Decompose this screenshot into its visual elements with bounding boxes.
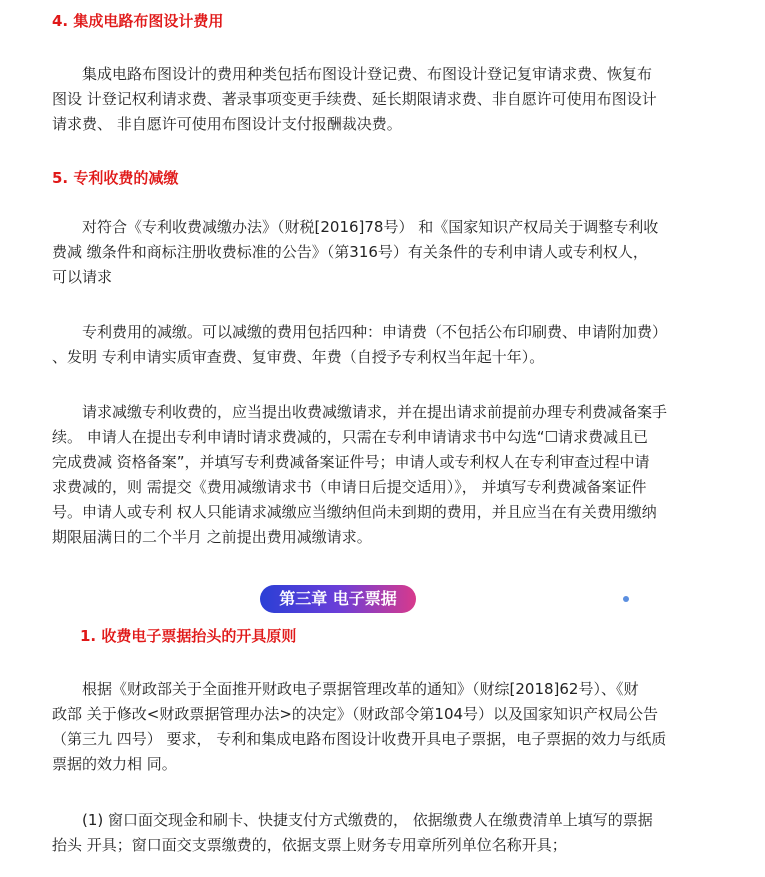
paragraph-line: 请求减缴专利收费的，应当提出收费减缴请求，并在提出请求前提前办理专利费减备案手 bbox=[52, 403, 668, 421]
paragraph-line: 抬头 开具；窗口面交支票缴费的，依据支票上财务专用章所列单位名称开具； bbox=[52, 836, 567, 854]
paragraph-line: 票据的效力相 同。 bbox=[52, 755, 177, 773]
paragraph-line: 续。 申请人在提出专利申请时请求费减的，只需在专利申请请求书中勾选“☐请求费减且已 bbox=[52, 428, 648, 446]
section-5-paragraph-3 bbox=[52, 400, 727, 550]
paragraph-line: 集成电路布图设计的费用种类包括布图设计登记费、布图设计登记复审请求费、恢复布 bbox=[52, 65, 653, 83]
section-4-paragraph bbox=[52, 62, 727, 137]
section-3-1-heading: 1. 收费电子票据抬头的开具原则 bbox=[80, 627, 297, 645]
paragraph-line: 费减 缴条件和商标注册收费标准的公告》（第316号）有关条件的专利申请人或专利权人， bbox=[52, 243, 648, 261]
section-5-paragraph-2 bbox=[52, 320, 727, 370]
paragraph-line: （第三九 四号） 要求， 专利和集成电路布图设计收费开具电子票据，电子票据的效力与纸质 bbox=[52, 730, 667, 748]
chapter-3-badge: 第三章 电子票据 bbox=[260, 585, 416, 613]
paragraph-line: 期限届满日的二个半月 之前提出费用减缴请求。 bbox=[52, 528, 372, 546]
paragraph-line: 请求费、 非自愿许可使用布图设计支付报酬裁决费。 bbox=[52, 115, 402, 133]
paragraph-line: 号。申请人或专利 权人只能请求减缴应当缴纳但尚未到期的费用，并且应当在有关费用缴纳 bbox=[52, 503, 657, 521]
paragraph-line: 图设 计登记权利请求费、著录事项变更手续费、延长期限请求费、非自愿许可使用布图设计 bbox=[52, 90, 657, 108]
paragraph-line: 求费减的，则 需提交《费用减缴请求书（申请日后提交适用）》， 并填写专利费减备案证件 bbox=[52, 478, 647, 496]
section-3-1-paragraph-1 bbox=[52, 677, 727, 777]
section-3-1-paragraph-2 bbox=[52, 808, 727, 858]
paragraph-line: 政部 关于修改<财政票据管理办法>的决定》（财政部令第104号）以及国家知识产权局公告 bbox=[52, 705, 659, 723]
paragraph-line: (1) 窗口面交现金和刷卡、快捷支付方式缴费的， 依据缴费人在缴费清单上填写的票据 bbox=[52, 811, 653, 829]
paragraph-line: 根据《财政部关于全面推开财政电子票据管理改革的通知》（财综[2018]62号）、《财 bbox=[52, 680, 639, 698]
paragraph-line: 可以请求 bbox=[52, 268, 113, 286]
section-4-heading: 4. 集成电路布图设计费用 bbox=[52, 12, 224, 30]
paragraph-line: 专利费用的减缴。可以减缴的费用包括四种：申请费（不包括公布印刷费、申请附加费） bbox=[52, 323, 668, 341]
section-5-heading: 5. 专利收费的减缴 bbox=[52, 169, 179, 187]
decorative-dot-icon bbox=[623, 596, 629, 602]
section-5-paragraph-1 bbox=[52, 215, 727, 290]
paragraph-line: 对符合《专利收费减缴办法》（财税[2016]78号） 和《国家知识产权局关于调整专利收 bbox=[52, 218, 659, 236]
paragraph-line: 、发明 专利申请实质审查费、复审费、年费（自授予专利权当年起十年）。 bbox=[52, 348, 545, 366]
paragraph-line: 完成费减 资格备案”，并填写专利费减备案证件号；申请人或专利权人在专利审查过程中请 bbox=[52, 453, 650, 471]
